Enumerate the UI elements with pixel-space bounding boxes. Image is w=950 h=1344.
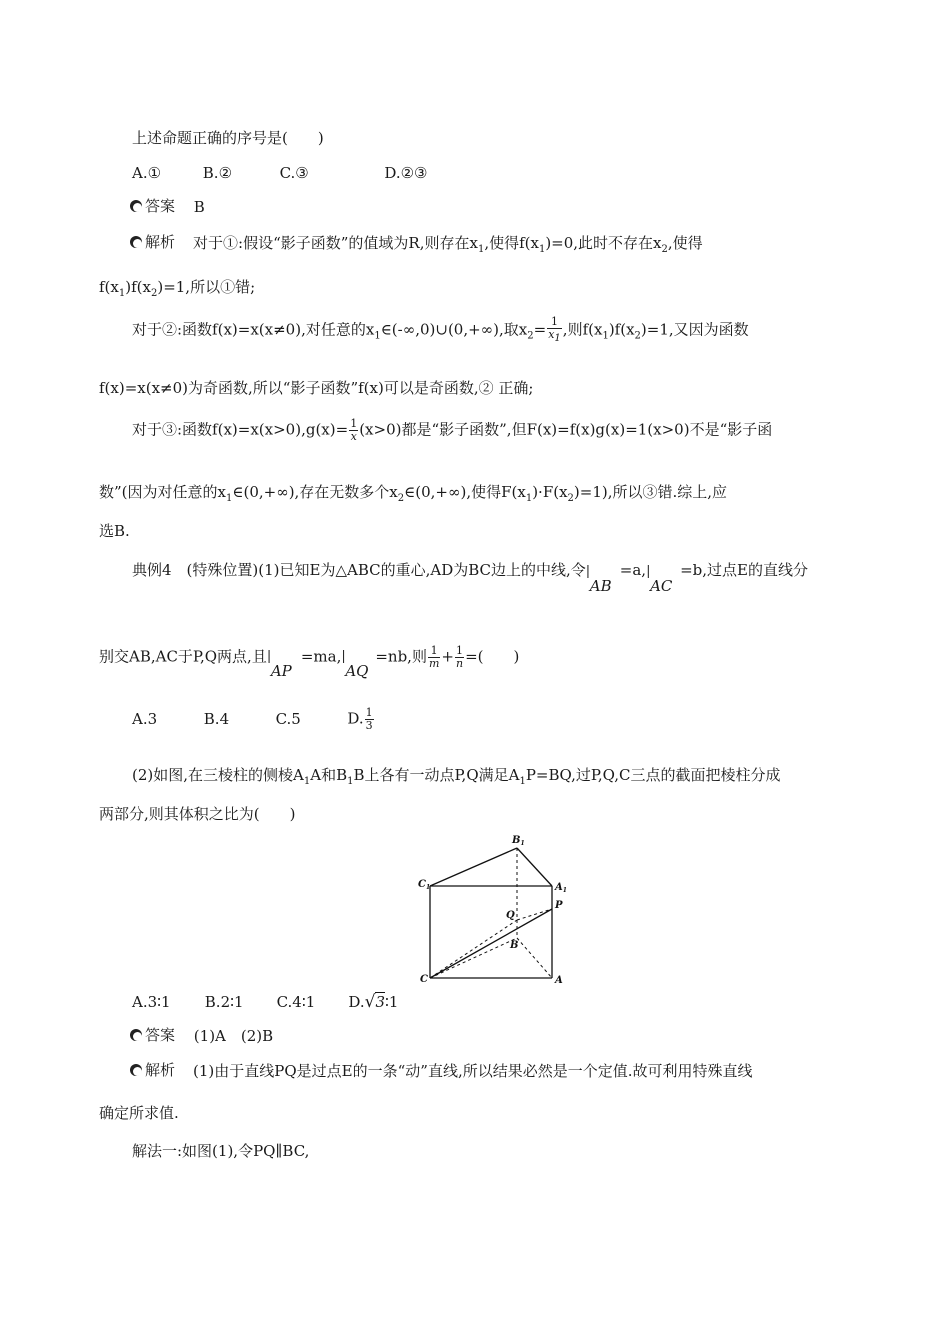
subscript: 1 — [477, 244, 485, 255]
subscript: 1 — [225, 493, 233, 504]
part-2-line-1 — [132, 765, 780, 792]
example-4-line-2 — [99, 644, 520, 680]
analysis-2-line-1 — [130, 1060, 752, 1081]
text: )=1,又因为函数 — [640, 320, 749, 339]
label-b1: $B_1$ — [512, 835, 525, 847]
option-d: D.②③ — [384, 164, 428, 182]
answer-1 — [130, 196, 205, 217]
edge-b-a — [517, 938, 552, 978]
text: )=1),所以③错.综上,应 — [573, 483, 728, 501]
edge-c-b — [430, 938, 517, 978]
label-a1: $A_1$ — [555, 882, 567, 894]
example-4-line-1 — [132, 560, 808, 595]
option-b: B.4 — [203, 709, 230, 728]
analysis-2-line-2: 确定所求值. — [99, 1104, 179, 1122]
label-p: P — [555, 900, 563, 911]
text: 对于①:假设“影子函数”的值域为R,则存在x — [193, 234, 478, 252]
text: )·F(x — [532, 483, 568, 501]
text: )=1,所以①错; — [157, 278, 256, 296]
subscript: 2 — [527, 330, 534, 342]
answer-value: (1)A (2)B — [193, 1027, 274, 1045]
text: 对于②:函数f(x)=x(x≠0),对任意的x — [132, 320, 375, 339]
text: ∈(0,+∞),存在无数多个x — [232, 483, 398, 501]
analysis-1-line-7: 选B. — [99, 522, 130, 540]
answer-tag-icon — [130, 200, 142, 212]
plus-sign: + — [441, 647, 454, 666]
answer-label: 答案 — [145, 197, 176, 215]
part-2-line-2: 两部分,则其体积之比为( ) — [99, 805, 296, 823]
option-b: B.2∶1 — [204, 993, 244, 1011]
subscript: 1 — [525, 493, 533, 504]
text: 典例4 (特殊位置)(1)已知E为△ABC的重心,AD为BC边上的中线,令 — [132, 561, 586, 579]
label-q: Q — [506, 910, 515, 921]
label-b: B — [510, 940, 519, 951]
text: P=BQ,过P,Q,C三点的截面把棱柱分成 — [525, 766, 781, 784]
answer-2 — [130, 1025, 273, 1046]
subscript: 1 — [602, 330, 609, 342]
vector-ap: | AP — [266, 649, 292, 680]
text: =ma, — [300, 647, 342, 666]
option-b: B.② — [202, 164, 233, 182]
text: = — [533, 320, 547, 339]
text: ,使得f(x — [484, 234, 539, 252]
analysis-1-line-5 — [132, 418, 772, 443]
option-d: D. $\frac{1}{3}$ — [347, 706, 373, 732]
option-c: C.③ — [279, 164, 309, 182]
text: 别交AB,AC于P,Q两点,且 — [99, 647, 267, 666]
subscript: 1 — [374, 330, 381, 342]
edge-c1-b1 — [430, 848, 517, 886]
text: ∶1 — [385, 993, 399, 1011]
fraction-1-over-m: $\frac{1}{m}$ — [428, 644, 440, 670]
sqrt-radicand: 3 — [375, 993, 385, 1011]
option-a: A.3 — [132, 709, 158, 728]
analysis-1-line-3 — [132, 316, 749, 347]
question-intro: 上述命题正确的序号是( ) — [132, 129, 324, 147]
analysis-tag-icon — [130, 1064, 142, 1076]
text: =a, — [619, 561, 647, 579]
example-4-options — [132, 707, 375, 732]
text: )f(x — [125, 278, 151, 296]
text: A和B — [310, 766, 348, 784]
answer-value: B — [193, 198, 205, 216]
analysis-1-line-6 — [99, 482, 727, 509]
text: f(x — [99, 278, 119, 296]
text: =( ) — [465, 647, 520, 666]
vector-ab: | AB — [585, 564, 612, 595]
subscript: 2 — [397, 493, 405, 504]
text: )=0,此时不存在x — [545, 234, 662, 252]
text: ,使得 — [667, 234, 703, 252]
option-a: A.3∶1 — [132, 993, 171, 1011]
text: ∈(-∞,0)∪(0,+∞),取x — [380, 320, 528, 339]
analysis-tag-icon — [130, 236, 142, 248]
text: )f(x — [608, 320, 635, 339]
analysis-1-line-2 — [99, 277, 255, 304]
analysis-2-line-3: 解法一:如图(1),令PQ∥BC, — [132, 1142, 310, 1160]
text: =b,过点E的直线分 — [680, 561, 808, 579]
subscript: 1 — [118, 288, 126, 299]
subscript: 1 — [519, 776, 526, 787]
text: =nb,则 — [375, 647, 427, 666]
text: ,则f(x — [562, 320, 603, 339]
label-c: C — [420, 974, 428, 985]
subscript: 2 — [150, 288, 158, 299]
subscript: 2 — [661, 244, 668, 255]
text: (1)由于直线PQ是过点E的一条“动”直线,所以结果必然是一个定值.故可利用特殊直线 — [193, 1062, 753, 1080]
subscript: 2 — [567, 493, 574, 504]
analysis-label: 解析 — [145, 233, 176, 251]
text: 数”(因为对任意的x — [99, 483, 226, 501]
text: (2)如图,在三棱柱的侧棱A — [132, 766, 304, 784]
text: ∈(0,+∞),使得F(x — [404, 483, 526, 501]
sqrt-sign: √ — [364, 992, 376, 1012]
edge-c-p — [430, 909, 552, 978]
subscript: 1 — [538, 244, 546, 255]
fraction-1-over-n: $\frac{1}{n}$ — [455, 644, 464, 670]
label-a: A — [555, 975, 563, 986]
text: (x>0)都是“影子函数”,但F(x)=f(x)g(x)=1(x>0)不是“影子函 — [359, 420, 773, 439]
prism-diagram — [412, 830, 572, 990]
vector-aq: | AQ — [341, 649, 369, 680]
fraction-1-over-x1: $\frac{1}{x_1}$ — [548, 315, 561, 345]
analysis-1-line-1 — [130, 232, 703, 260]
answer-label: 答案 — [145, 1026, 176, 1044]
subscript: 1 — [347, 776, 354, 787]
analysis-label: 解析 — [145, 1061, 176, 1079]
option-c: C.4∶1 — [276, 993, 316, 1011]
text: B上各有一动点P,Q满足A — [353, 766, 520, 784]
edge-c-q — [430, 920, 517, 978]
vector-ac: | AC — [646, 564, 673, 595]
label-c1: $C_1$ — [418, 879, 431, 891]
fraction-1-over-x: $\frac{1}{x}$ — [350, 417, 358, 443]
prism-figure — [412, 830, 572, 990]
option-d: D.√3∶1 — [348, 992, 399, 1012]
answer-tag-icon — [130, 1029, 142, 1041]
part-2-options — [132, 992, 398, 1012]
option-a: A.① — [132, 164, 162, 182]
analysis-1-line-4: f(x)=x(x≠0)为奇函数,所以“影子函数”f(x)可以是奇函数,② 正确; — [99, 379, 534, 397]
question-options — [132, 163, 428, 183]
subscript: 2 — [634, 330, 641, 342]
subscript: 1 — [303, 776, 311, 787]
text: 对于③:函数f(x)=x(x>0),g(x)= — [132, 420, 349, 439]
fraction-one-third: $\frac{1}{3}$ — [365, 706, 373, 732]
edge-b1-a1 — [517, 848, 552, 886]
option-c: C.5 — [275, 709, 301, 728]
